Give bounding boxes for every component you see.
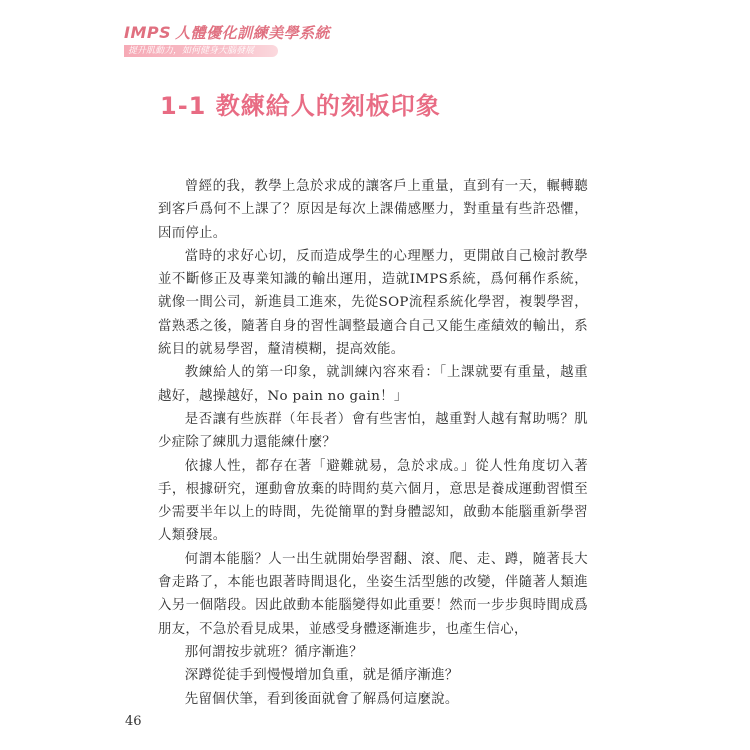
chapter-title: 1-1 教練給人的刻板印象: [160, 92, 441, 120]
paragraph: 依據人性，都存在著「避難就易，急於求成。」從人性角度切入著手，根據研究，運動會放棄的時間約莫六個月，意思是養成運動習慣至少需要半年以上的時間，先從簡單的對身體認知，啟動本能腦重新學習人類發展。: [158, 458, 588, 544]
series-name: 人體優化訓練美學系統: [175, 24, 331, 42]
body-text: [158, 175, 588, 711]
series-subtitle-band: [124, 45, 278, 57]
paragraph: 深蹲從徒手到慢慢增加負重，就是循序漸進？: [184, 668, 459, 684]
series-subtitle: 提升肌動力，如何健身大腦發展: [128, 46, 255, 56]
running-header: [124, 22, 330, 57]
paragraph: 是否讓有些族群（年長者）會有些害怕，越重對人越有幫助嗎？肌少症除了練肌力還能練什麼？: [158, 411, 588, 451]
paragraph: 當時的求好心切，反而造成學生的心理壓力，更開啟自己檢討教學並不斷修正及專業知識的輸出運用，造就IMPS系統，爲何稱作系統，就像一間公司，新進員工進來，先從SOP流程系統化學習，複製學習，當熟悉之後，隨著自身的習性調整最適合自己又能生產績效的輸出，系統目的就易學習，釐清模糊，提高效能。: [158, 248, 588, 358]
paragraph: 何謂本能腦？人一出生就開始學習翻、滾、爬、走、蹲，隨著長大會走路了，本能也跟著時間退化，坐姿生活型態的改變，伴隨著人類進入另一個階段。因此啟動本能腦變得如此重要！然而一步步與時間成爲朋友，不急於看見成果，並感受身體逐漸進步，也產生信心，: [158, 551, 588, 637]
paragraph: 那何謂按步就班？循序漸進？: [184, 644, 363, 660]
paragraph: 曾經的我，教學上急於求成的讓客戶上重量，直到有一天，輾轉聽到客戶爲何不上課了？原因是每次上課備感壓力，對重量有些許恐懼，因而停止。: [158, 179, 588, 241]
series-title: [124, 22, 330, 43]
paragraph: 先留個伏筆，看到後面就會了解爲何這麼說。: [184, 691, 459, 707]
paragraph: 教練給人的第一印象，就訓練內容來看：「上課就要有重量，越重越好，越操越好，No pain no gain！」: [158, 365, 588, 404]
series-brand: IMPS: [124, 23, 172, 42]
page-number: 46: [125, 714, 142, 729]
